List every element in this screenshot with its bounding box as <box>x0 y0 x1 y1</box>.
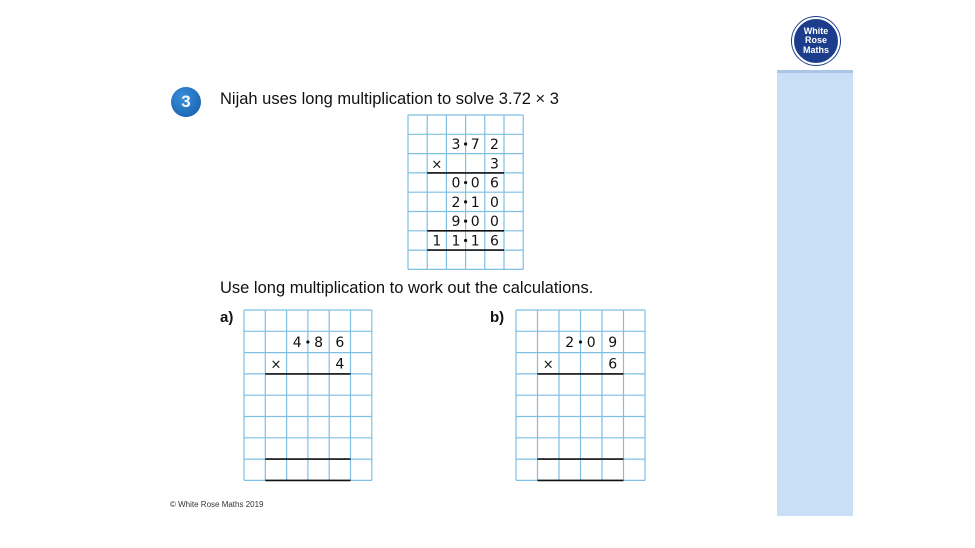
grid-digit: 6 <box>489 233 499 250</box>
multiply-sign: × <box>270 357 282 373</box>
grid-digit: 1 <box>470 194 480 211</box>
grid-digit: 0 <box>586 334 596 351</box>
grid-digit: 7 <box>470 136 480 153</box>
grid-digit: 3 <box>451 136 461 153</box>
part-b-grid <box>516 310 645 480</box>
grid-digit: 0 <box>470 214 480 231</box>
grid-digit: 6 <box>335 334 345 351</box>
grid-digit: 9 <box>451 214 461 231</box>
copyright-notice: © White Rose Maths 2019 <box>170 500 264 509</box>
multiply-sign: × <box>431 157 443 173</box>
question-number-badge: 3 <box>171 87 201 117</box>
decimal-point <box>306 340 309 343</box>
grid-digit: 8 <box>314 334 324 351</box>
grid-digit: 4 <box>292 334 302 351</box>
grid-digit: 6 <box>489 175 499 192</box>
part-a-grid <box>244 310 372 480</box>
grid-digit: 1 <box>451 233 461 250</box>
grid-digit: 2 <box>489 136 499 153</box>
part-a-label: a) <box>220 309 234 326</box>
decimal-point <box>464 200 467 203</box>
grid-digit: 0 <box>451 175 461 192</box>
part-b-label: b) <box>490 309 505 326</box>
grid-digit: 1 <box>470 233 480 250</box>
grid-digit: 0 <box>470 175 480 192</box>
logo-line-1: White <box>803 25 829 36</box>
grid-digit: 4 <box>335 356 345 373</box>
logo-line-2: Rose <box>804 35 827 46</box>
grid-digit: 2 <box>451 194 461 211</box>
multiply-sign: × <box>542 357 554 373</box>
decimal-point <box>464 239 467 242</box>
grid-digit: 0 <box>489 194 499 211</box>
decimal-point <box>464 142 467 145</box>
decimal-point <box>464 181 467 184</box>
grid-digit: 0 <box>489 214 499 231</box>
grid-digit: 3 <box>489 156 499 173</box>
worked-example-grid <box>408 115 523 269</box>
grid-digit: 9 <box>608 334 618 351</box>
logo-line-3: Maths <box>802 44 829 55</box>
decimal-point <box>464 220 467 223</box>
grid-digit: 2 <box>565 334 575 351</box>
grid-digit: 1 <box>432 233 442 250</box>
decimal-point <box>579 340 582 343</box>
grid-digit: 6 <box>608 356 618 373</box>
question-text: Nijah uses long multiplication to solve 3.72 × 3 <box>220 90 559 108</box>
instruction-text: Use long multiplication to work out the calculations. <box>220 279 594 297</box>
